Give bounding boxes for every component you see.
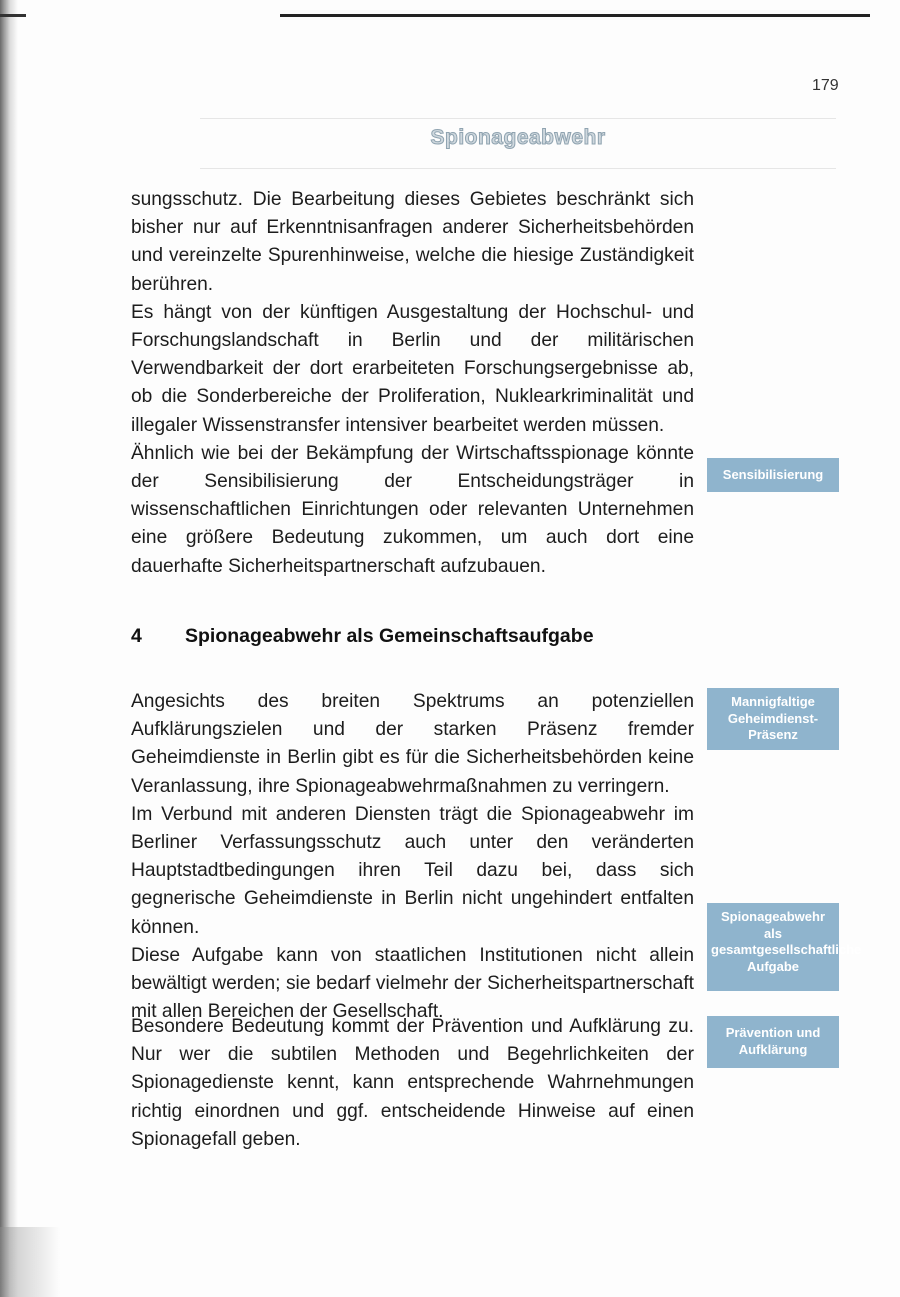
running-head-rule-bottom — [200, 168, 836, 169]
section-heading — [131, 625, 594, 648]
section-number: 4 — [131, 625, 142, 647]
paragraph: sungsschutz. Die Bearbeitung dieses Gebietes beschränkt sich bisher nur auf Erkenntnisanfragen anderer Sicherheitsbehörden und vereinzelte Spurenhinweise, welche die hiesige Zuständigkeit berühren. — [131, 189, 694, 295]
crop-mark — [0, 14, 26, 17]
page-corner-shadow — [0, 1227, 60, 1297]
paragraph: Angesichts des breiten Spektrums an potenziellen Aufklärungszielen und der starken Präsenz fremder Geheimdienste in Berlin gibt es für die Sicherheitsbehörden keine Veranlassung, ihre Spionageabwehrmaßnahmen zu verringern. — [131, 691, 694, 797]
margin-note-geheimdienst-praesenz: Mannigfaltige Geheimdienst-Präsenz — [707, 688, 839, 750]
margin-note-praevention: Prävention und Aufklärung — [707, 1016, 839, 1068]
running-head-rule-top — [200, 118, 836, 119]
text-block-3 — [131, 1013, 694, 1154]
page-binding-shadow — [0, 0, 18, 1297]
margin-note-gesamtgesellschaftliche-aufgabe: Spionageabwehr als gesamtgesellschaftliche Aufgabe — [707, 903, 839, 991]
top-rule — [280, 14, 870, 17]
paragraph: Im Verbund mit anderen Diensten trägt die Spionageabwehr im Berliner Verfassungsschutz auch unter den veränderten Hauptstadtbedingungen ihren Teil dazu bei, dass sich gegnerische Geheimdienste in Berlin nicht ungehindert entfalten können. — [131, 803, 694, 938]
paragraph: Ähnlich wie bei der Bekämpfung der Wirtschaftsspionage könnte der Sensibilisierung der Entscheidungsträger in wissenschaftlichen Einrichtungen oder relevanten Unternehmen eine größere Bedeutung zukommen, um auch dort eine dauerhafte Sicherheitspartnerschaft aufzubauen. — [131, 442, 694, 577]
running-head: Spionageabwehr — [430, 126, 606, 149]
page-number: 179 — [812, 77, 839, 94]
paragraph: Diese Aufgabe kann von staatlichen Institutionen nicht allein bewältigt werden; sie bedarf vielmehr der Sicherheitspartnerschaft mit allen Bereichen der Gesellschaft. — [131, 944, 694, 1023]
paragraph: Es hängt von der künftigen Ausgestaltung der Hochschul- und Forschungslandschaft in Berlin und der militärischen Verwendbarkeit der dort erarbeiteten Forschungsergebnisse ab, ob die Sonderbereiche der Proliferation, Nuklearkriminalität und illegaler Wissenstransfer intensiver bearbeitet werden müssen. — [131, 301, 694, 436]
text-block-1 — [131, 186, 694, 581]
paragraph: Besondere Bedeutung kommt der Prävention und Aufklärung zu. Nur wer die subtilen Methoden und Begehrlichkeiten der Spionagedienste kennt, kann entsprechende Wahrnehmungen richtig einordnen und ggf. entscheidende Hinweise auf einen Spionagefall geben. — [131, 1016, 694, 1150]
margin-note-sensibilisierung: Sensibilisierung — [707, 458, 839, 492]
section-title: Spionageabwehr als Gemeinschaftsaufgabe — [185, 625, 594, 647]
text-block-2 — [131, 688, 694, 1026]
